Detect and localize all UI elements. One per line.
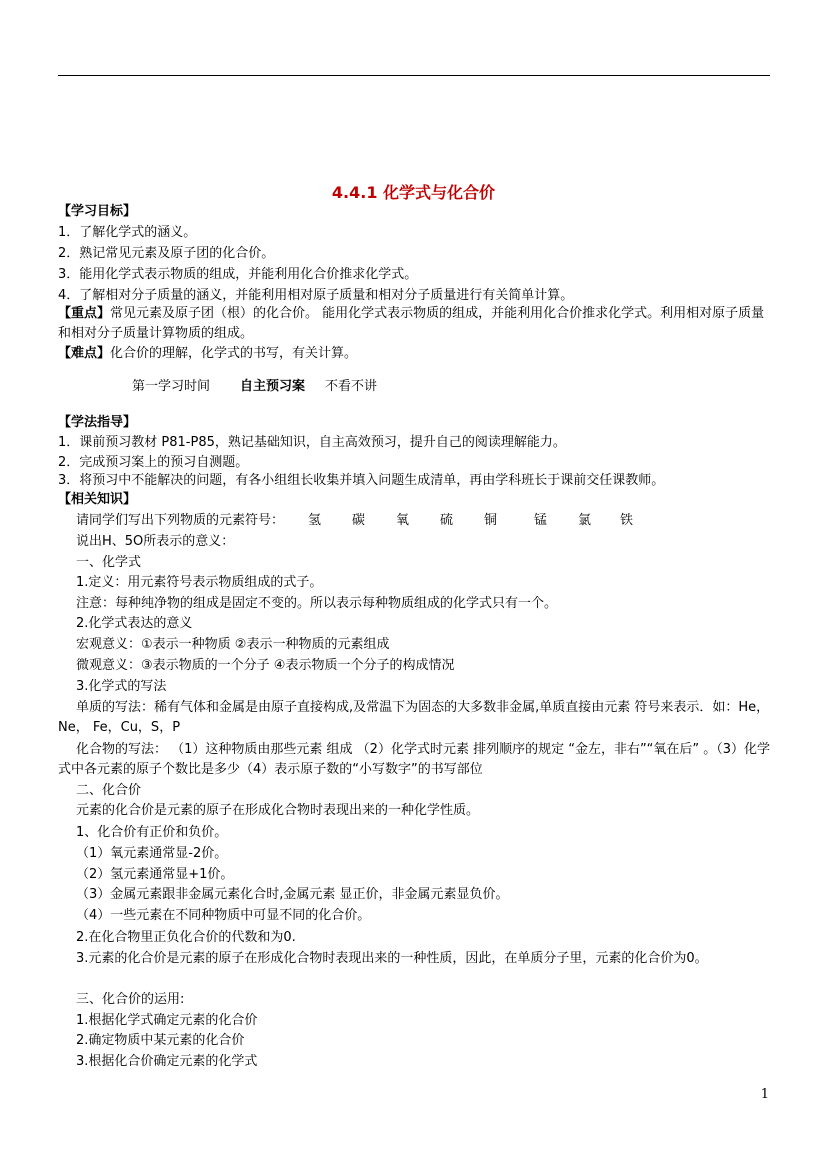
valence-sign: 1、化合价有正价和负价。	[76, 825, 228, 840]
key-text: 常见元素及原子团（根）的化合价。 能用化学式表示物质的组成，并能利用化合价推求化学式。利用相对原子质量和相对分子质量计算物质的组成。	[58, 306, 765, 341]
valence-variable: （4）一些元素在不同种物质中可显不同的化合价。	[76, 908, 371, 923]
element-writing: 单质的写法：稀有气体和金属是由原子直接构成,及常温下为固态的大多数非金属,单质直接由元素 符号来表示．如：He，Ne， Fe，Cu，S，P	[58, 700, 770, 735]
method-item-3: 3．将预习中不能解决的问题，有各小组组长收集并填入问题生成清单，再由学科班长于课前交任课教师。	[58, 473, 665, 488]
macro-meaning: 宏观意义：①表示一种物质 ②表示一种物质的元素组成	[76, 637, 390, 652]
session-plan: 自主预习案	[240, 379, 306, 394]
session-time: 第一学习时间	[132, 379, 211, 394]
method-item-2: 2．完成预习案上的预习自测题。	[58, 455, 249, 470]
usage-item-3: 3.根据化合价确定元素的化学式	[76, 1054, 258, 1069]
valence-oxygen: （1）氧元素通常显-2价。	[76, 846, 228, 861]
element-o: 氧	[396, 513, 410, 528]
element-cu: 铜	[484, 513, 498, 528]
difficulty-points	[58, 344, 772, 364]
goal-item-1: 1．了解化学式的涵义。	[58, 225, 197, 240]
difficulty-text: 化合价的理解，化学式的书写，有关计算。	[110, 346, 358, 361]
valence-element-zero: 3.元素的化合价是元素的原子在形成化合物时表现出来的一种性质，因此，在单质分子里，元素的化合价为0。	[76, 951, 708, 966]
element-c: 碳	[352, 513, 366, 528]
page-title: 4.4.1 化学式与化合价	[331, 183, 496, 202]
difficulty-label: 【难点】	[58, 346, 111, 361]
element-symbols-line	[76, 511, 790, 531]
valence-sum: 2.在化合物里正负化合价的代数和为0.	[76, 930, 296, 945]
element-h: 氢	[308, 513, 322, 528]
valence-metal: （3）金属元素跟非金属元素化合时,金属元素 显正价，非金属元素显负价。	[76, 887, 509, 902]
key-label: 【重点】	[58, 306, 111, 321]
goals-heading: 【学习目标】	[58, 204, 137, 219]
method-item-1: 1．课前预习教材 P81-P85，熟记基础知识，自主高效预习，提升自己的阅读理解能力。	[58, 435, 566, 450]
valence-hydrogen: （2）氢元素通常显+1价。	[76, 867, 234, 882]
goal-item-4: 4．了解相对分子质量的涵义，并能利用相对原子质量和相对分子质量进行有关简单计算。	[58, 288, 574, 303]
section-usage-heading: 三、化合价的运用:	[76, 992, 185, 1007]
usage-item-2: 2.确定物质中某元素的化合价	[76, 1033, 245, 1048]
element-mn: 锰	[534, 513, 548, 528]
goal-item-2: 2．熟记常见元素及原子团的化合价。	[58, 246, 275, 261]
formula-meaning-heading: 2.化学式表达的意义	[76, 616, 193, 631]
goal-item-3: 3．能用化学式表示物质的组成，并能利用化合价推求化学式。	[58, 267, 418, 282]
key-points	[58, 304, 772, 344]
compound-writing: 化合物的写法： （1）这种物质由那些元素 组成 （2）化学式时元素 排列顺序的规定 “金左，非右”“氧在后” 。（3）化学式中各元素的原子个数比是多少（4）表示原子数的“小写数字”的书写部位	[58, 742, 771, 777]
usage-item-1: 1.根据化学式确定元素的化合价	[76, 1013, 258, 1028]
valence-definition: 元素的化合价是元素的原子在形成化合物时表现出来的一种化学性质。	[76, 803, 480, 818]
session-line	[132, 377, 632, 397]
related-heading: 【相关知识】	[58, 492, 137, 507]
element-cl: 氯	[578, 513, 592, 528]
element-s: 硫	[440, 513, 454, 528]
formula-writing-heading: 3.化学式的写法	[76, 679, 167, 694]
page-number: 1	[760, 1087, 769, 1102]
header-rule	[58, 75, 770, 76]
micro-meaning: 微观意义：③表示物质的一个分子 ④表示物质一个分子的构成情况	[76, 658, 455, 673]
formula-definition: 1.定义：用元素符号表示物质组成的式子。	[76, 575, 323, 590]
symbols-prompt: 请同学们写出下列物质的元素符号：	[76, 513, 285, 528]
session-note: 不看不讲	[325, 379, 378, 394]
method-heading: 【学法指导】	[58, 415, 137, 430]
section-valence-heading: 二、化合价	[76, 783, 142, 798]
meaning-prompt: 说出H、5O所表示的意义：	[76, 534, 235, 549]
formula-note: 注意：每种纯净物的组成是固定不变的。所以表示每种物质组成的化学式只有一个。	[76, 596, 558, 611]
element-fe: 铁	[620, 513, 634, 528]
section-formula-heading: 一、化学式	[76, 555, 142, 570]
